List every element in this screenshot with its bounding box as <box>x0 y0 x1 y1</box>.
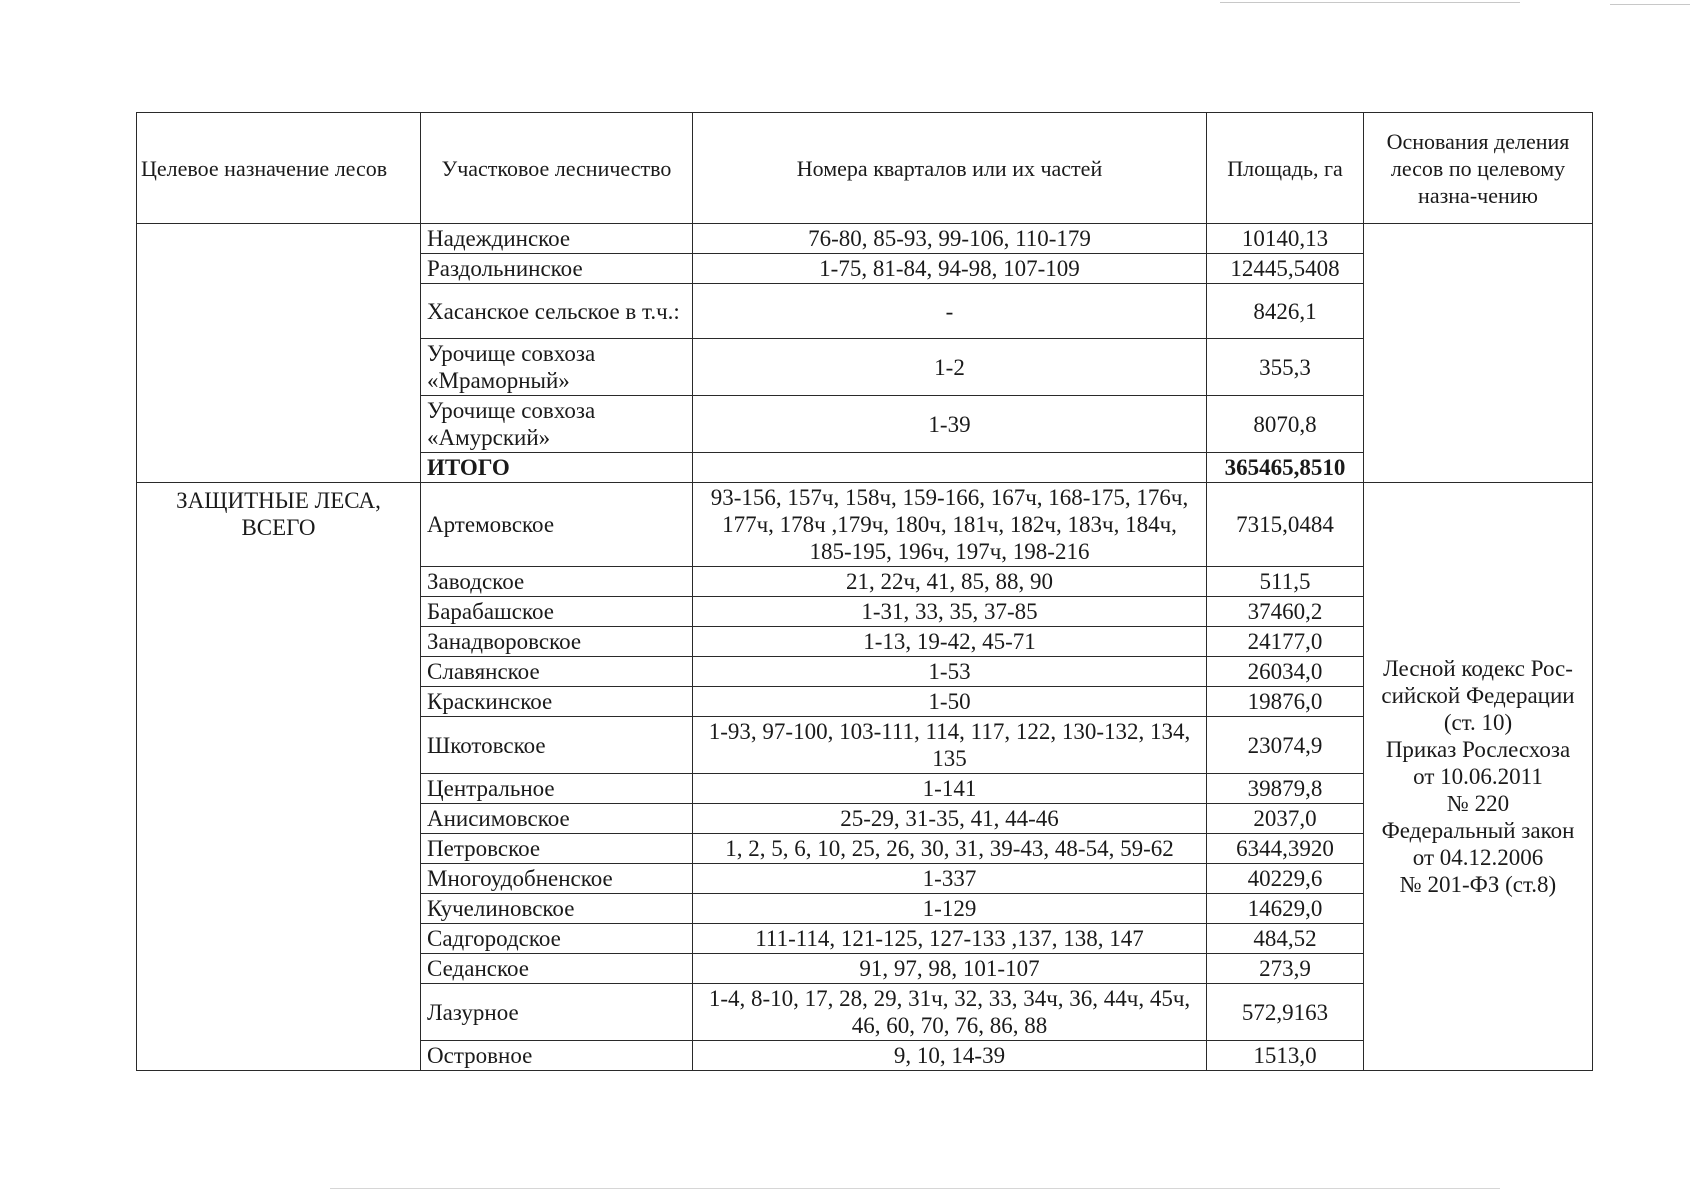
basis-line: Приказ Рослесхоза <box>1385 737 1571 762</box>
area-cell: 7315,0484 <box>1207 483 1364 567</box>
area-cell: 273,9 <box>1207 954 1364 984</box>
quarters-cell: 1-93, 97-100, 103-111, 114, 117, 122, 130-132, 134, 135 <box>693 717 1207 774</box>
district-cell: Садгородское <box>421 924 693 954</box>
district-cell: Занадворовское <box>421 627 693 657</box>
table-row <box>137 224 1593 254</box>
basis-line: № 220 <box>1446 791 1510 816</box>
basis-line: Федеральный закон <box>1381 818 1575 843</box>
district-cell: Седанское <box>421 954 693 984</box>
area-cell: 19876,0 <box>1207 687 1364 717</box>
area-cell: 572,9163 <box>1207 984 1364 1041</box>
forest-designation-table <box>136 112 1593 1071</box>
total-label: ИТОГО <box>421 453 693 483</box>
quarters-cell: - <box>693 284 1207 339</box>
basis-line: от 10.06.2011 <box>1413 764 1543 789</box>
area-cell: 355,3 <box>1207 339 1364 396</box>
quarters-cell: 1-13, 19-42, 45-71 <box>693 627 1207 657</box>
district-cell: Шкотовское <box>421 717 693 774</box>
district-cell: Урочище совхоза «Мраморный» <box>421 339 693 396</box>
header-basis: Основания деления лесов по целевому назна-чению <box>1364 113 1593 224</box>
area-cell: 10140,13 <box>1207 224 1364 254</box>
area-cell: 2037,0 <box>1207 804 1364 834</box>
district-cell: Кучелиновское <box>421 894 693 924</box>
quarters-cell: 1, 2, 5, 6, 10, 25, 26, 30, 31, 39-43, 48-54, 59-62 <box>693 834 1207 864</box>
district-cell: Заводское <box>421 567 693 597</box>
basis-cell-protective <box>1364 483 1593 1071</box>
district-cell: Барабашское <box>421 597 693 627</box>
district-cell: Хасанское сельское в т.ч.: <box>421 284 693 339</box>
area-cell: 6344,3920 <box>1207 834 1364 864</box>
district-cell: Краскинское <box>421 687 693 717</box>
area-cell: 24177,0 <box>1207 627 1364 657</box>
total-area: 365465,8510 <box>1207 453 1364 483</box>
scan-artifact-line <box>1610 4 1690 5</box>
table-row <box>137 483 1593 567</box>
header-district: Участковое лесничество <box>421 113 693 224</box>
total-quarters <box>693 453 1207 483</box>
purpose-cell-top <box>137 224 421 483</box>
quarters-cell: 76-80, 85-93, 99-106, 110-179 <box>693 224 1207 254</box>
district-cell: Петровское <box>421 834 693 864</box>
quarters-cell: 21, 22ч, 41, 85, 88, 90 <box>693 567 1207 597</box>
quarters-cell: 1-75, 81-84, 94-98, 107-109 <box>693 254 1207 284</box>
basis-line: Лесной кодекс Рос- <box>1383 656 1573 681</box>
quarters-cell: 9, 10, 14-39 <box>693 1041 1207 1071</box>
district-cell: Центральное <box>421 774 693 804</box>
district-cell: Раздольнинское <box>421 254 693 284</box>
header-quarters: Номера кварталов или их частей <box>693 113 1207 224</box>
basis-line: № 201-ФЗ (ст.8) <box>1399 872 1557 897</box>
scan-artifact-line <box>1220 2 1520 3</box>
area-cell: 511,5 <box>1207 567 1364 597</box>
quarters-cell: 1-53 <box>693 657 1207 687</box>
quarters-cell: 91, 97, 98, 101-107 <box>693 954 1207 984</box>
header-purpose: Целевое назначение лесов <box>137 113 421 224</box>
quarters-cell: 1-31, 33, 35, 37-85 <box>693 597 1207 627</box>
area-cell: 26034,0 <box>1207 657 1364 687</box>
table-header-row <box>137 113 1593 224</box>
quarters-cell: 1-50 <box>693 687 1207 717</box>
area-cell: 8426,1 <box>1207 284 1364 339</box>
quarters-cell: 1-2 <box>693 339 1207 396</box>
district-cell: Лазурное <box>421 984 693 1041</box>
area-cell: 39879,8 <box>1207 774 1364 804</box>
quarters-cell: 1-4, 8-10, 17, 28, 29, 31ч, 32, 33, 34ч, 36, 44ч, 45ч, 46, 60, 70, 76, 86, 88 <box>693 984 1207 1041</box>
quarters-cell: 93-156, 157ч, 158ч, 159-166, 167ч, 168-175, 176ч, 177ч, 178ч ,179ч, 180ч, 181ч, 182ч, 183ч, 184ч, 185-195, 196ч, 197ч, 198-216 <box>693 483 1207 567</box>
quarters-cell: 111-114, 121-125, 127-133 ,137, 138, 147 <box>693 924 1207 954</box>
district-cell: Многоудобненское <box>421 864 693 894</box>
area-cell: 23074,9 <box>1207 717 1364 774</box>
area-cell: 14629,0 <box>1207 894 1364 924</box>
district-cell: Урочище совхоза «Амурский» <box>421 396 693 453</box>
area-cell: 12445,5408 <box>1207 254 1364 284</box>
district-cell: Надеждинское <box>421 224 693 254</box>
basis-line: от 04.12.2006 <box>1412 845 1544 870</box>
district-cell: Славянское <box>421 657 693 687</box>
quarters-cell: 1-337 <box>693 864 1207 894</box>
basis-line: (ст. 10) <box>1443 710 1513 735</box>
area-cell: 37460,2 <box>1207 597 1364 627</box>
basis-line: сийской Федерации <box>1381 683 1575 708</box>
area-cell: 40229,6 <box>1207 864 1364 894</box>
area-cell: 1513,0 <box>1207 1041 1364 1071</box>
quarters-cell: 1-129 <box>693 894 1207 924</box>
scan-artifact-line <box>330 1188 1500 1189</box>
area-cell: 8070,8 <box>1207 396 1364 453</box>
header-area: Площадь, га <box>1207 113 1364 224</box>
quarters-cell: 25-29, 31-35, 41, 44-46 <box>693 804 1207 834</box>
basis-cell-top <box>1364 224 1593 483</box>
purpose-cell-protective: ЗАЩИТНЫЕ ЛЕСА, ВСЕГО <box>137 483 421 1071</box>
district-cell: Анисимовское <box>421 804 693 834</box>
district-cell: Артемовское <box>421 483 693 567</box>
quarters-cell: 1-141 <box>693 774 1207 804</box>
area-cell: 484,52 <box>1207 924 1364 954</box>
quarters-cell: 1-39 <box>693 396 1207 453</box>
district-cell: Островное <box>421 1041 693 1071</box>
